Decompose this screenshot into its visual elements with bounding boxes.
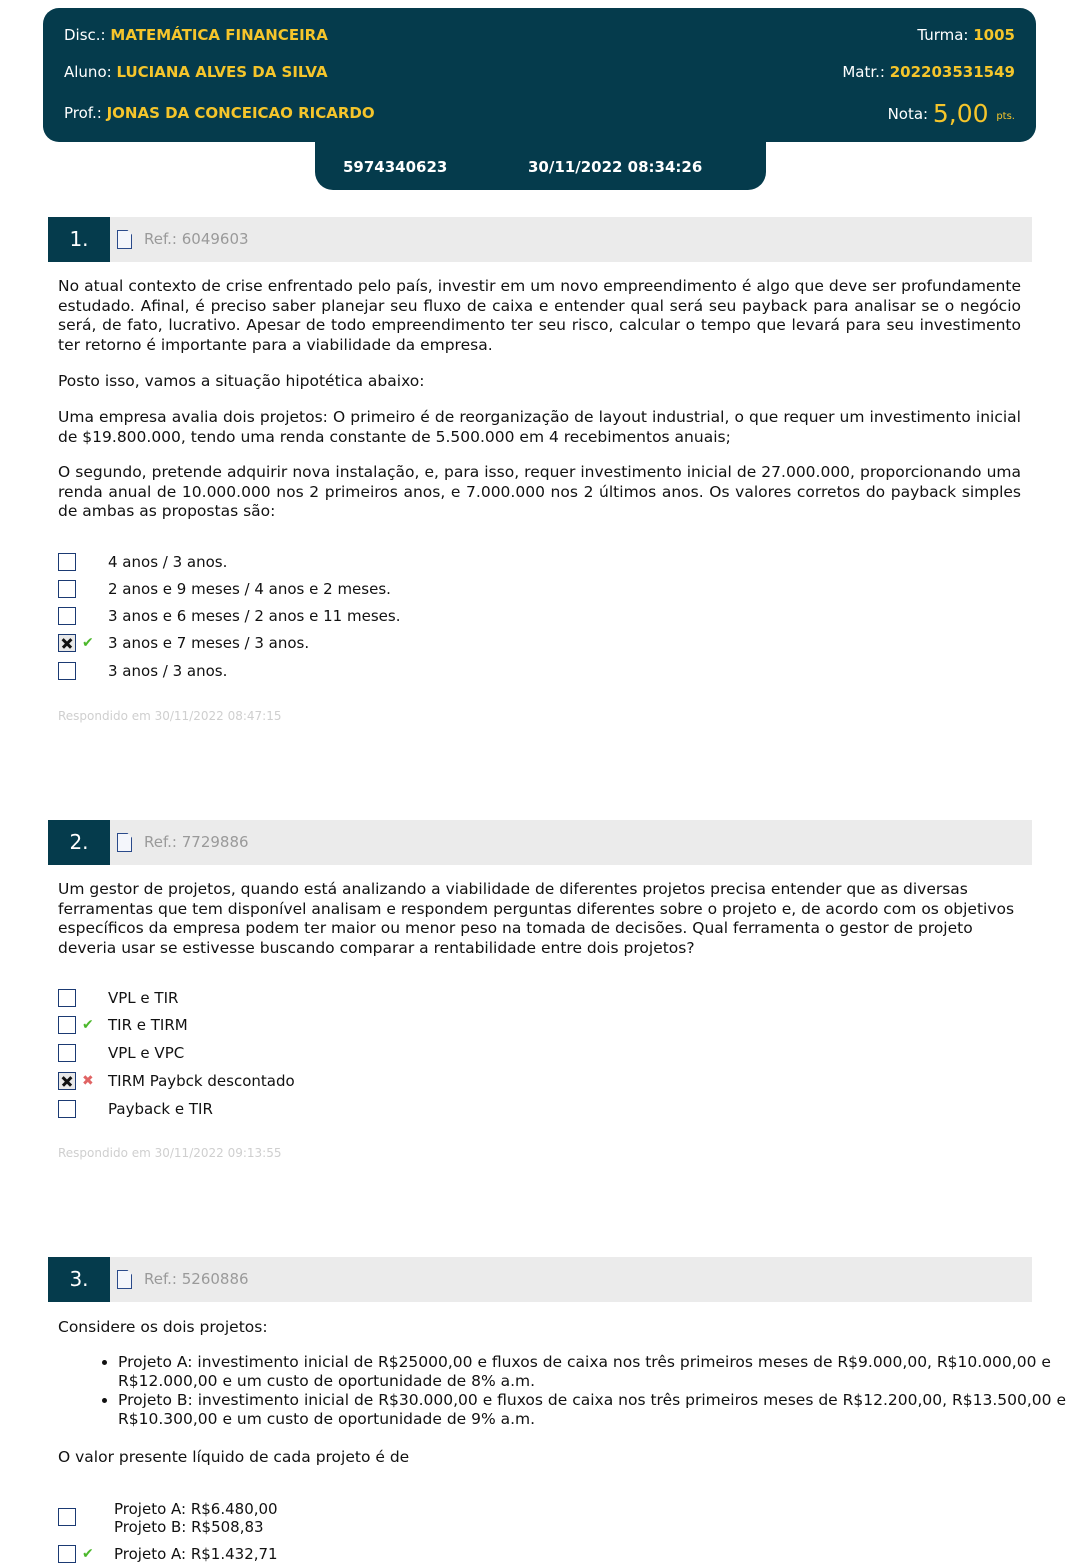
question-2-header (48, 820, 1032, 865)
answered-timestamp: Respondido em 30/11/2022 08:47:15 (58, 709, 282, 723)
option-label: TIR e TIRM (108, 1016, 188, 1034)
exam-code: 5974340623 (343, 158, 448, 176)
option-checkbox[interactable] (58, 1100, 76, 1118)
nota-label: Nota: (887, 105, 929, 123)
project-list (58, 1353, 1078, 1429)
question-2-text: Um gestor de projetos, quando está analizando a viabilidade de diferentes projetos precisa entender que as diversas ferramentas que tem disponível analisam e respondem perguntas diferentes sobre o projeto e, de acordo com os objetivos específicos da empresa podem ter maior ou menor peso na tomada de decisões. Qual ferramenta o gestor de projeto deveria usar se estivesse buscando comparar a rentabilidade entre dois projetos? (58, 880, 1015, 957)
question-ref: Ref.: 7729886 (144, 833, 249, 851)
option-label: VPL e VPC (108, 1044, 185, 1062)
option-checkbox[interactable] (58, 607, 76, 625)
header-row-prof (64, 99, 1015, 128)
wrong-x-icon: ✖ (82, 1073, 94, 1089)
option-checkbox[interactable] (58, 1016, 76, 1034)
option-checkbox[interactable] (58, 662, 76, 680)
nota-value: 5,00 (932, 99, 989, 128)
disc-label: Disc.: (64, 26, 106, 44)
question-3-text: O valor presente líquido de cada projeto é de (58, 1448, 410, 1466)
correct-check-icon: ✔ (82, 1546, 94, 1562)
option-label: 3 anos e 7 meses / 3 anos. (108, 634, 310, 652)
matr-label: Matr.: (842, 63, 885, 81)
correct-check-icon: ✔ (82, 1017, 94, 1033)
question-3-header (48, 1257, 1032, 1302)
option-label (114, 1500, 278, 1536)
option-checkbox[interactable] (58, 580, 76, 598)
document-icon (117, 1270, 132, 1289)
exam-datetime: 30/11/2022 08:34:26 (528, 158, 703, 176)
option-label: VPL e TIR (108, 989, 179, 1007)
list-item: • Projeto A: investimento inicial de R$25000,00 e fluxos de caixa nos três primeiros meses de R$9.000,00, R$10.000,00 e R$12.000,00 e um custo de oportunidade de 8% a.m. (118, 1353, 1078, 1391)
option-checkbox[interactable] (58, 1545, 76, 1563)
question-number: 3. (48, 1257, 110, 1302)
option-checkbox[interactable] (58, 553, 76, 571)
option-label: 3 anos e 6 meses / 2 anos e 11 meses. (108, 607, 401, 625)
option-checkbox[interactable] (58, 1044, 76, 1062)
prof-value: JONAS DA CONCEICAO RICARDO (106, 104, 375, 122)
disc-value: MATEMÁTICA FINANCEIRA (110, 26, 328, 44)
nota (887, 96, 1015, 128)
correct-check-icon: ✔ (82, 635, 94, 651)
option-line: Projeto B: R$508,83 (114, 1518, 264, 1536)
answered-timestamp: Respondido em 30/11/2022 09:13:55 (58, 1146, 282, 1160)
aluno-label: Aluno: (64, 63, 112, 81)
aluno-value: LUCIANA ALVES DA SILVA (116, 63, 328, 81)
option-label: 3 anos / 3 anos. (108, 662, 228, 680)
exam-header (43, 8, 1036, 142)
question-number: 2. (48, 820, 110, 865)
option-checkbox[interactable] (58, 1508, 76, 1526)
question-ref: Ref.: 5260886 (144, 1270, 249, 1288)
question-1-text: Posto isso, vamos a situação hipotética abaixo: (58, 372, 425, 390)
option-label: Payback e TIR (108, 1100, 213, 1118)
turma-label: Turma: (917, 26, 969, 44)
matricula (842, 63, 1015, 81)
turma (917, 26, 1015, 44)
option-label: 4 anos / 3 anos. (108, 553, 228, 571)
question-ref: Ref.: 6049603 (144, 230, 249, 248)
option-label: Projeto A: R$1.432,71 (114, 1545, 278, 1563)
question-1-text: O segundo, pretende adquirir nova instalação, e, para isso, requer investimento inicial de 27.000.000, proporcionando uma renda anual de 10.000.000 nos 2 primeiros anos, e 7.000.000 nos 2 últimos anos. Os valores corretos do payback simples de ambas as propostas são: (58, 463, 1021, 520)
header-row-aluno (64, 63, 1015, 81)
prof-label: Prof.: (64, 104, 102, 122)
option-checkbox-checked[interactable] (58, 634, 76, 652)
question-1-text: Uma empresa avalia dois projetos: O primeiro é de reorganização de layout industrial, o que requer um investimento inicial de $19.800.000, tendo uma renda constante de 5.500.000 em 4 recebimentos anuais; (58, 408, 1021, 446)
matr-value: 202203531549 (889, 63, 1015, 81)
option-line: Projeto A: R$6.480,00 (114, 1500, 278, 1518)
document-icon (117, 833, 132, 852)
question-1-header (48, 217, 1032, 262)
question-1-text: No atual contexto de crise enfrentado pelo país, investir em um novo empreendimento é algo que deve ser profundamente estudado. Afinal, é preciso saber planejar seu fluxo de caixa e entender qual será seu payback para analisar se o negócio será, de fato, lucrativo. Apesar de todo empreendimento ter seu risco, calcular o tempo que levará para seu investimento ter retorno é importante para a viabilidade da empresa. (58, 277, 1021, 354)
header-row-disc (64, 26, 1015, 44)
exam-info-bar (315, 140, 766, 190)
list-item: • Projeto B: investimento inicial de R$30.000,00 e fluxos de caixa nos três primeiros meses de R$12.200,00, R$13.500,00 e R$10.300,00 e um custo de oportunidade de 9% a.m. (118, 1391, 1078, 1429)
option-checkbox-checked[interactable] (58, 1072, 76, 1090)
nota-unit: pts. (996, 111, 1015, 122)
turma-value: 1005 (973, 26, 1015, 44)
question-3-intro: Considere os dois projetos: (58, 1318, 268, 1336)
question-number: 1. (48, 217, 110, 262)
option-checkbox[interactable] (58, 989, 76, 1007)
document-icon (117, 230, 132, 249)
option-label: TIRM Paybck descontado (108, 1072, 295, 1090)
option-label: 2 anos e 9 meses / 4 anos e 2 meses. (108, 580, 391, 598)
